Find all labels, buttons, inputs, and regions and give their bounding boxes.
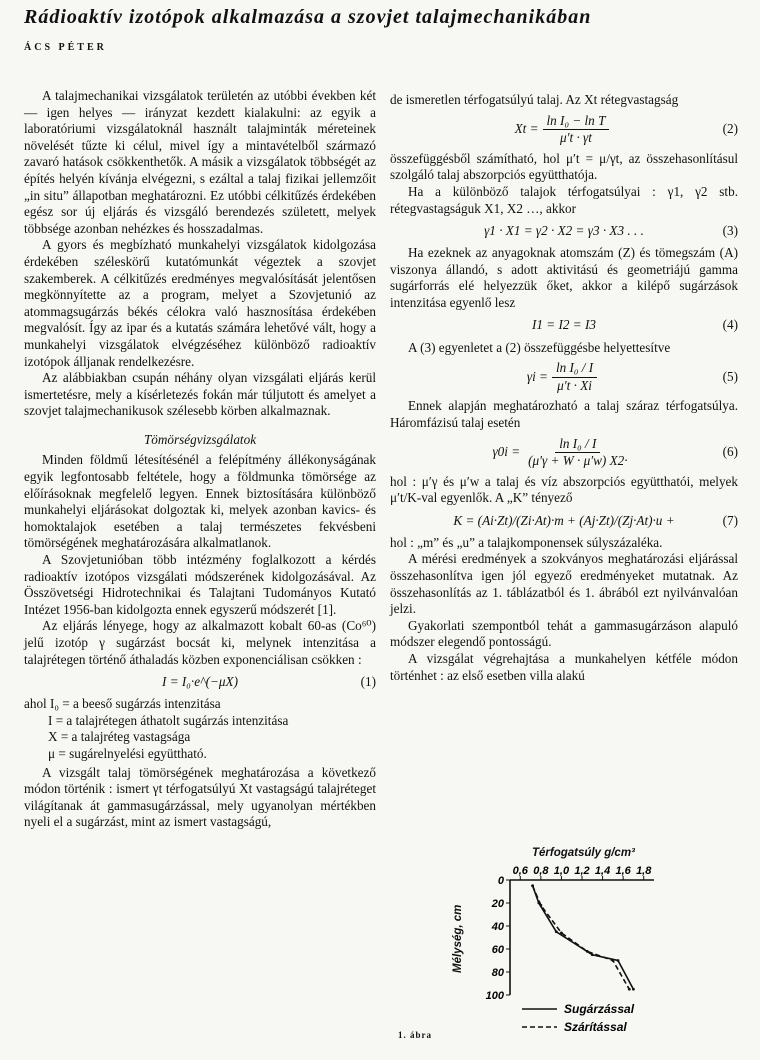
paragraph: A (3) egyenletet a (2) összefüggésbe helyettesítve	[408, 339, 671, 355]
x-tick-label: 1,0	[553, 865, 570, 877]
fraction	[552, 360, 597, 394]
paragraph: hol : μ′γ és μ′w a talaj és víz abszorpciós együtthatói, melyek μ′t/K-val egyenlők. A „K” tényező	[390, 473, 738, 506]
paragraph: hol : „m” és „u” a talajkomponensek súlyszázaléka.	[390, 534, 663, 550]
equation-4	[390, 316, 738, 336]
equation-lhs: γi =	[526, 368, 548, 384]
x-tick-label: 1,6	[615, 865, 631, 877]
paragraph: Az alábbiakban csupán néhány olyan vizsgálati eljárás kerül ismertetésre, mely a kísérletezés fokán már túljutott és amelyet a szovjet talajmechanikusok szélesebb körben alkalmaznak.	[24, 370, 376, 419]
paragraph: A mérési eredmények a szokványos meghatározási eljárással összehasonlítva igen jól egyező eredményeket mutatnak. Az összehasonlítás az 1. táblázatból és 1. ábrából ezt nyilvánvalóan jelzi.	[390, 551, 738, 617]
y-tick-label: 40	[491, 921, 504, 933]
equation-2	[390, 113, 738, 147]
equation-lhs: γ0i =	[492, 444, 521, 460]
definition: I = a talajrétegen áthatolt sugárzás intenzitása	[48, 712, 289, 728]
right-column	[390, 92, 738, 684]
definition: X = a talajréteg vastagsága	[48, 729, 191, 745]
series-point	[539, 904, 542, 907]
equation-1	[24, 672, 376, 692]
left-axis-title: Mélység, cm	[452, 904, 464, 973]
equation-number: (5)	[722, 368, 738, 384]
paragraph: Minden földmű létesítésénél a felépítmény állékonyságának egyik legfontosabb feltétele, hogy a földmunka tömörsége az előírásoknak megfelelő legyen. Ennek biztosítására különböző munkahelyi eljárásokat dolgoztak ki, melyek azonban kavics- és homoktalajok esetében a talaj természetes fekvésbeni tömörségének meghatározására alkalmatlanok.	[24, 452, 376, 551]
equation-7	[390, 511, 738, 531]
equation-5	[390, 360, 738, 394]
y-tick-label: 0	[497, 875, 504, 887]
paragraph: Az eljárás lényege, hogy az alkalmazott kobalt 60-as (Co⁶⁰) jelű izotóp γ sugárzást bocsát ki, melynek intenzitása a talajrétegen történő áthaladás közben exponenciálisan csökken :	[24, 618, 376, 667]
series-point	[617, 959, 620, 962]
denominator: (μ′γ + W · μ′w) X2·	[528, 453, 628, 469]
legend-dashed-label: Szárítással	[564, 1020, 627, 1034]
top-axis-title: Térfogatsúly g/cm³	[532, 847, 635, 859]
left-column	[24, 88, 376, 831]
equation-number: (1)	[360, 673, 376, 689]
section-heading: Tömörségvizsgálatok	[143, 431, 257, 447]
definition: μ = sugárelnyelési együttható.	[48, 745, 207, 761]
series-point	[560, 932, 563, 935]
article-title: Rádioaktív izotópok alkalmazása a szovjet talajmechanikában	[24, 6, 592, 28]
series-line	[533, 886, 630, 990]
y-tick-label: 100	[485, 990, 504, 1002]
y-tick-label: 60	[491, 944, 504, 956]
numerator: ln I₀ − ln T	[543, 113, 610, 131]
fraction	[543, 113, 610, 147]
denominator: μ′t · Xi	[557, 377, 592, 393]
x-tick-label: 0,6	[512, 865, 528, 877]
legend-solid-label: Sugárzással	[564, 1002, 635, 1016]
figure-1	[392, 845, 742, 1055]
paragraph: Ha ezeknek az anyagoknak atomszám (Z) és tömegszám (A) viszonya állandó, s adott aktivitású és geometriájú gamma sugárforrás elé helyezzük őket, akkor a kilépő sugárzások intenzitása egyenlő lesz	[390, 245, 738, 310]
x-tick-label: 1,2	[574, 865, 590, 877]
series-point	[531, 884, 534, 887]
paragraph: összefüggésből számítható, hol μ′t = μ/γt, az összehasonlításul szolgáló talaj abszorpciós együtthatója.	[390, 150, 738, 183]
equation-number: (4)	[722, 317, 738, 333]
x-tick-label: 1,8	[636, 865, 652, 877]
equation-lhs: Xt =	[514, 121, 539, 137]
x-tick-label: 0,8	[533, 865, 549, 877]
equation-body: γ1 · X1 = γ2 · X2 = γ3 · X3 . . .	[484, 222, 644, 238]
paragraph: A vizsgált talaj tömörségének meghatározása a következő módon történik : ismert γt térfogatsúlyú Xt vastagságú talajréteget világítanak át gammasugárzással, mely ugyanolyan mértékben nyeli el a sugárzást, mint az ismert vastagságú,	[24, 764, 376, 830]
series-point	[628, 988, 631, 991]
fraction	[524, 436, 631, 470]
numerator: ln I₀ / I	[555, 436, 600, 454]
depth-density-chart	[392, 845, 742, 1055]
definition: ahol I₀ = a beeső sugárzás intenzitása	[24, 696, 221, 712]
paragraph: A Szovjetunióban több intézmény foglalkozott a kérdés radioaktív izotópos vizsgálati módszerének kidolgozásával. Az Összövetségi Hidrotechnikai és Talajtani Tudományos Kutató Intézet 1956-ban kidolgozta ennek egyszerű módszerét [1].	[24, 552, 376, 617]
paragraph: Ha a különböző talajok térfogatsúlyai : γ1, γ2 stb. rétegvastagságuk X1, X2 …, akkor	[390, 183, 738, 216]
equation-number: (7)	[722, 512, 738, 528]
series-point	[586, 950, 589, 953]
series-line	[533, 886, 634, 990]
x-tick-label: 1,4	[594, 865, 611, 877]
series-point	[611, 959, 614, 962]
equation-6	[390, 436, 738, 470]
paragraph: Ennek alapján meghatározható a talaj száraz térfogatsúlya. Háromfázisú talaj esetén	[390, 398, 738, 430]
paragraph: A vizsgálat végrehajtása a munkahelyen kétféle módon történhet : az első esetben villa alakú	[390, 651, 738, 683]
equation-body: I1 = I2 = I3	[532, 317, 596, 333]
paragraph: A gyors és megbízható munkahelyi vizsgálatok kidolgozása érdekében széleskörű kutatómunkát végeztek a szovjet szakemberek. A célkitűzés eredményes megvalósítását jelentősen megkönnyítette az a program, melyet a Szovjetunió az atommagsugárzás békés célokra való hasznosítása érdekében megvalósít. Így az ipar és a kutatás számára lehetővé vált, hogy a munkahelyi vizsgálatok elvégzéséhez különböző radioaktív izotópok álljanak rendelkezésre.	[24, 237, 376, 369]
equation-3	[390, 221, 738, 241]
y-tick-label: 80	[491, 967, 504, 979]
paragraph: A talajmechanikai vizsgálatok területén az utóbbi években két — igen helyes — irányzat kezdett kialakulni: az egyik a laboratóriumi vizsgálatoknál használt talajminták méreteinek növelését tűzte ki célul, mivel így a mintavételből származó zavaró hatások csökkenthetők. A másik a vizsgálatok többségét az építés helyén kívánja elvégezni, s ezáltal a talaj fizikai jellemzőit „in situ” állapotban meghatározni. Ez utóbbi célkitűzés érdekében egész sor új eljárás és vizsgáló berendezés született, melyek többsége azonban nehézkes és hosszadalmas.	[24, 88, 376, 236]
series-point	[632, 988, 635, 991]
definition-list	[24, 696, 376, 762]
paragraph: de ismeretlen térfogatsúlyú talaj. Az Xt rétegvastagság	[390, 92, 679, 107]
denominator: μ′t · γt	[560, 130, 592, 146]
paragraph: Gyakorlati szempontból tehát a gammasugárzáson alapuló módszer elegendő pontosságú.	[390, 617, 738, 650]
figure-label: 1. ábra	[398, 1030, 432, 1040]
equation-body: K = (Ai·Zt)/(Zi·At)·m + (Aj·Zt)/(Zj·At)·u +	[453, 512, 675, 528]
numerator: ln I₀ / I	[552, 360, 597, 378]
author-name: ÁCS PÉTER	[24, 42, 107, 53]
equation-number: (6)	[722, 444, 738, 460]
equation-body: I = I₀·e^(−μX)	[162, 673, 238, 689]
equation-number: (2)	[722, 121, 738, 137]
series-point	[555, 930, 558, 933]
y-tick-label: 20	[491, 898, 504, 910]
equation-number: (3)	[722, 222, 738, 238]
